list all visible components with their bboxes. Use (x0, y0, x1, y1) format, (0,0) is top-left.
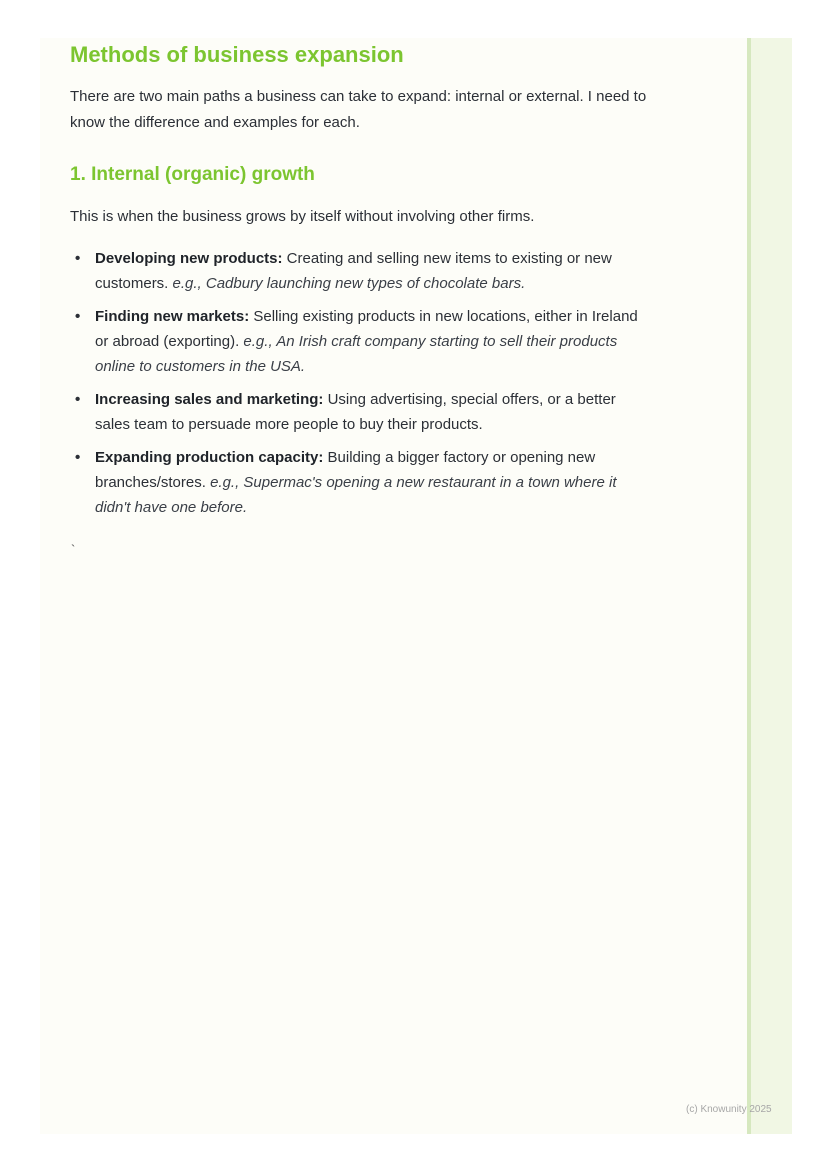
item-term: Expanding production capacity: (95, 449, 324, 466)
item-text: Building a bigger factory or opening new branches/stores. (95, 449, 596, 491)
intro-paragraph: There are two main paths a business can take to expand: internal or external. I need to know the difference and examples for each. (70, 88, 647, 131)
bullet-icon: • (75, 391, 81, 408)
item-example: e.g., An Irish craft company starting to sell their products online to customers in the USA. (95, 333, 618, 375)
stray-backtick-mark: ` (71, 542, 76, 557)
side-margin-panel (747, 38, 792, 1134)
section-description: This is when the business grows by itself without involving other firms. (70, 208, 535, 225)
bullet-icon: • (75, 449, 81, 466)
section-heading-internal-growth: 1. Internal (organic) growth (70, 164, 315, 185)
item-term: Increasing sales and marketing: (95, 391, 324, 408)
document-content (70, 40, 670, 528)
item-text: Selling existing products in new locations, either in Ireland or abroad (exporting). (95, 308, 638, 350)
item-text: Using advertising, special offers, or a better sales team to persuade more people to buy their products. (95, 391, 616, 433)
list-item (70, 445, 640, 520)
list-item (70, 246, 640, 296)
item-term: Finding new markets: (95, 308, 250, 325)
item-text: Creating and selling new items to existing or new customers. (95, 250, 612, 292)
item-example: e.g., Cadbury launching new types of chocolate bars. (172, 275, 526, 292)
page-title: Methods of business expansion (70, 42, 404, 67)
list-item (70, 387, 640, 437)
copyright-footer: (c) Knowunity 2025 (686, 1104, 772, 1115)
item-term: Developing new products: (95, 250, 283, 267)
item-example: e.g., Supermac's opening a new restaurant in a town where it didn't have one before. (95, 474, 617, 516)
growth-methods-list (70, 246, 670, 520)
bullet-icon: • (75, 250, 81, 267)
bullet-icon: • (75, 308, 81, 325)
list-item (70, 304, 640, 379)
